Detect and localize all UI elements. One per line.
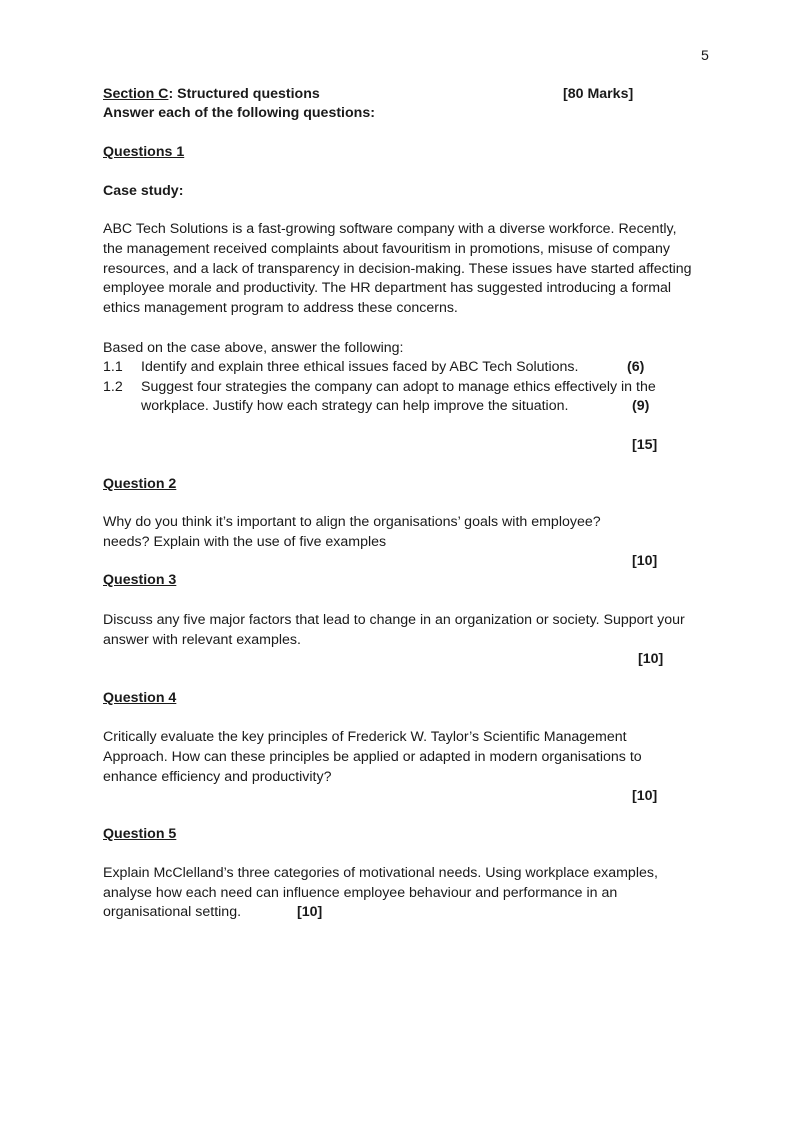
- item-text: Identify and explain three ethical issues faced by ABC Tech Solutions.: [141, 359, 579, 375]
- item-marks: (6): [627, 359, 645, 375]
- q5-line: analyse how each need can influence employee behaviour and performance in an: [103, 885, 618, 901]
- q5-line: organisational setting.: [103, 904, 242, 920]
- q5-marks: [10]: [297, 904, 323, 920]
- case-line: ethics management program to address these concerns.: [103, 300, 458, 316]
- q1-prompt: Based on the case above, answer the following:: [103, 340, 404, 356]
- item-number: 1.2: [103, 379, 123, 395]
- q4-line: Approach. How can these principles be applied or adapted in modern organisations to: [103, 749, 642, 765]
- q4-heading: Question 4: [103, 690, 177, 706]
- q4-line: Critically evaluate the key principles of Frederick W. Taylor’s Scientific Management: [103, 729, 627, 745]
- item-text: workplace. Justify how each strategy can help improve the situation.: [141, 398, 569, 414]
- case-line: employee morale and productivity. The HR department has suggested introducing a formal: [103, 280, 672, 296]
- q1-item-1-2: [103, 378, 656, 396]
- q2-heading: Question 2: [103, 476, 177, 492]
- item-text: Suggest four strategies the company can adopt to manage ethics effectively in the: [141, 379, 656, 395]
- section-title: [103, 85, 320, 103]
- case-line: the management received complaints about favouritism in promotions, misuse of company: [103, 241, 670, 257]
- q3-line: Discuss any five major factors that lead to change in an organization or society. Support your: [103, 612, 685, 628]
- q1-heading: Questions 1: [103, 144, 185, 160]
- section-title-suffix: : Structured questions: [168, 86, 320, 102]
- q5-heading: Question 5: [103, 826, 177, 842]
- section-title-prefix: Section C: [103, 86, 169, 102]
- page-number: 5: [701, 48, 709, 64]
- q5-line: Explain McClelland’s three categories of motivational needs. Using workplace examples,: [103, 865, 658, 881]
- q3-marks: [10]: [638, 651, 664, 667]
- q1-item-1-1: [103, 358, 578, 376]
- q2-marks: [10]: [632, 553, 658, 569]
- q3-line: answer with relevant examples.: [103, 632, 301, 648]
- q2-line: Why do you think it’s important to align the organisations’ goals with employee?: [103, 514, 601, 530]
- item-number: 1.1: [103, 359, 123, 375]
- q4-marks: [10]: [632, 788, 658, 804]
- section-instruction: Answer each of the following questions:: [103, 105, 375, 121]
- case-study-label: Case study:: [103, 183, 184, 199]
- q3-heading: Question 3: [103, 572, 177, 588]
- q4-line: enhance efficiency and productivity?: [103, 769, 332, 785]
- q1-total: [15]: [632, 437, 658, 453]
- case-line: ABC Tech Solutions is a fast-growing software company with a diverse workforce. Recently,: [103, 221, 677, 237]
- section-marks: [80 Marks]: [563, 86, 634, 102]
- item-marks: (9): [632, 398, 650, 414]
- q2-line: needs? Explain with the use of five examples: [103, 534, 387, 550]
- case-line: resources, and a lack of transparency in decision-making. These issues have started affecting: [103, 261, 692, 277]
